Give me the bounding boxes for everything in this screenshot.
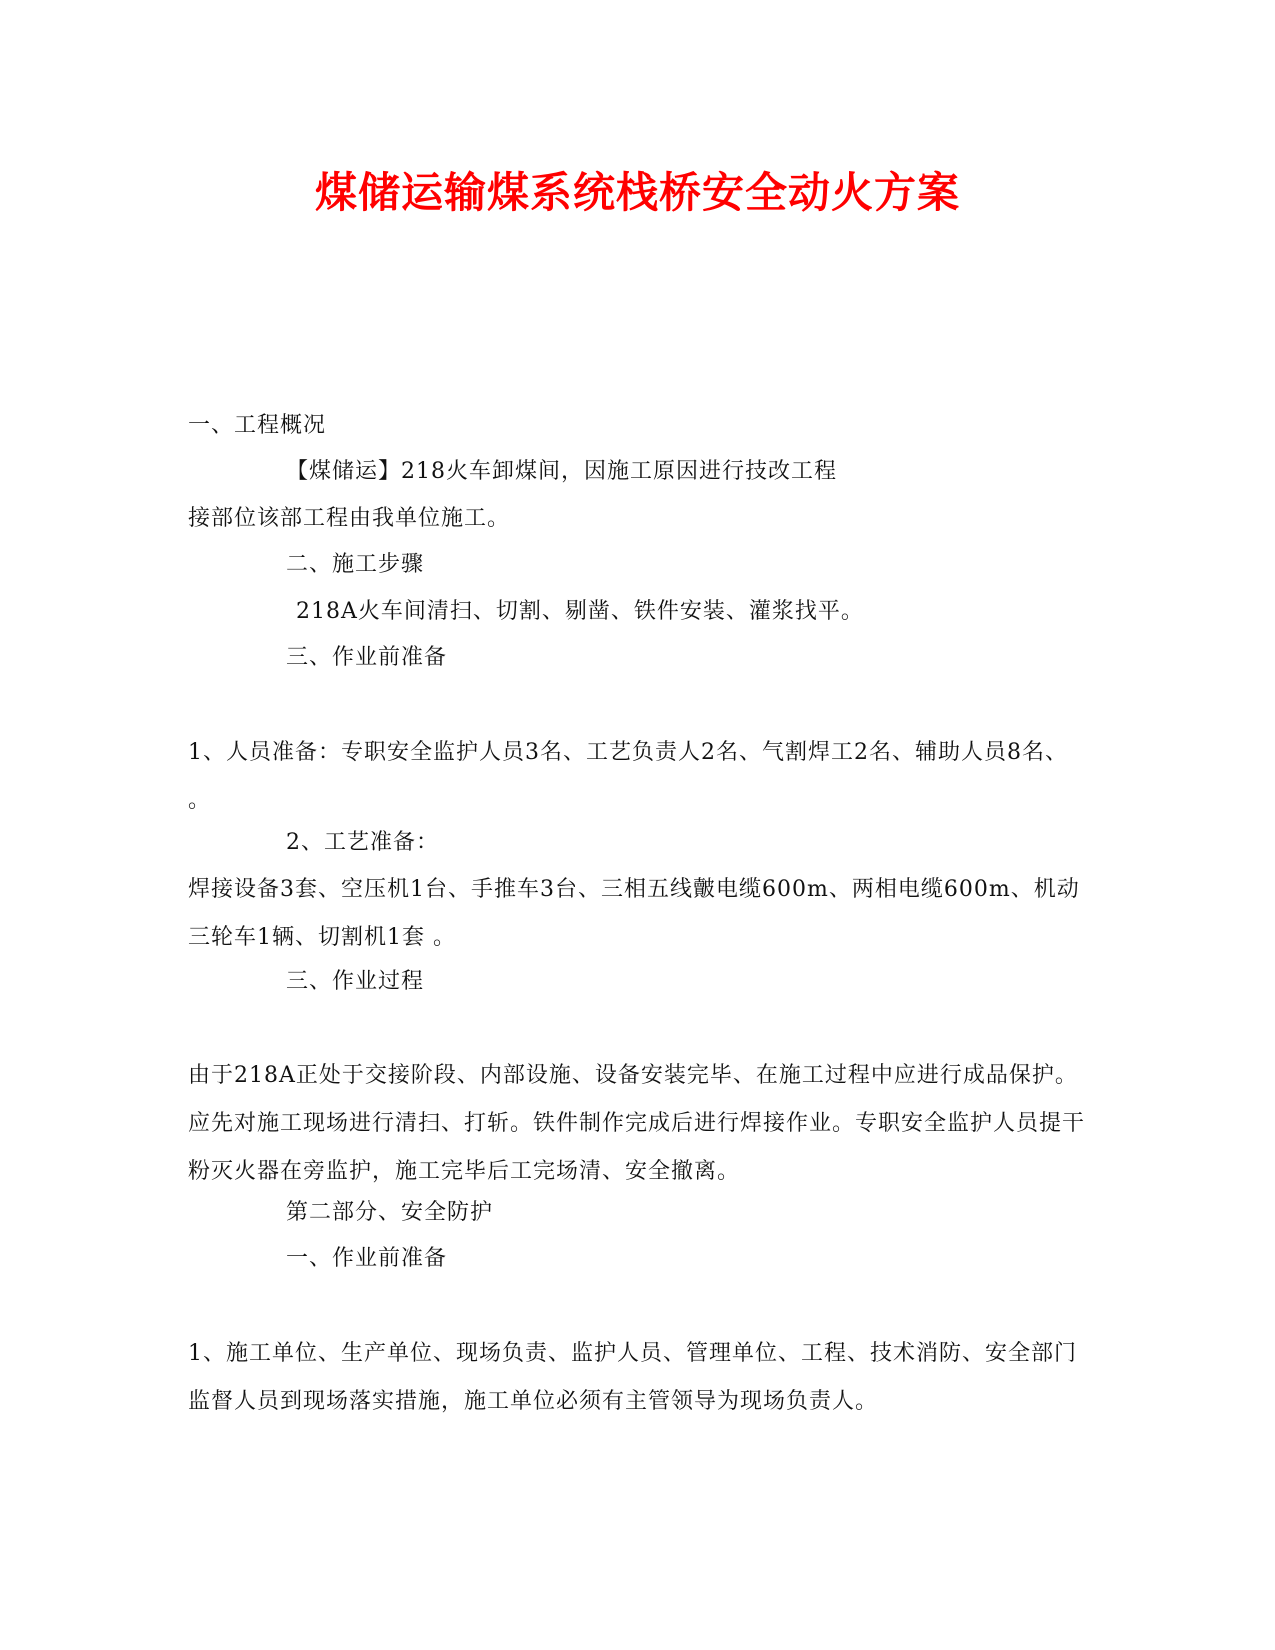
section2-heading: 二、施工步骤 (286, 552, 425, 577)
craft-paragraph: 焊接设备3套、空压机1台、手推车3台、三相五线皾电缆600m、两相电缆600m、机动三轮车1辆、切割机1套 。 (188, 877, 1080, 950)
personnel-paragraph: 1、人员准备：专职安全监护人员3名、工艺负责人2名、气割焊工2名、辅助人员8名、 。 (188, 740, 1068, 813)
section2-text: 218A火车间清扫、切割、剔凿、铁件安装、灌浆找平。 (296, 599, 864, 624)
process-paragraph: 由于218A正处于交接阶段、内部设施、设备安装完毕、在施工过程中应进行成品保护。应先对施工现场进行清扫、打斩。铁件制作完成后进行焊接作业。专职安全监护人员提干粉灭火器在旁监护，施工完毕后工完场清、安全撤离。 (188, 1063, 1086, 1184)
craft-heading: 2、工艺准备： (286, 830, 439, 855)
document-title: 煤储运输煤系统栈桥安全动火方案 (314, 168, 960, 217)
part2-sub-heading: 一、作业前准备 (286, 1246, 448, 1271)
part2-item1-paragraph: 1、施工单位、生产单位、现场负责、监护人员、管理单位、工程、技术消防、安全部门监督人员到现场落实措施，施工单位必须有主管领导为现场负责人。 (188, 1341, 1077, 1414)
section1-line2: 接部位该部工程由我单位施工。 (188, 506, 511, 531)
process-heading: 三、作业过程 (286, 969, 425, 994)
section3-heading: 三、作业前准备 (286, 645, 448, 670)
section1-heading: 一、工程概况 (188, 413, 327, 438)
part2-heading: 第二部分、安全防护 (286, 1200, 494, 1225)
section1-line1: 【煤储运】218火车卸煤间，因施工原因进行技改工程 (286, 459, 837, 484)
